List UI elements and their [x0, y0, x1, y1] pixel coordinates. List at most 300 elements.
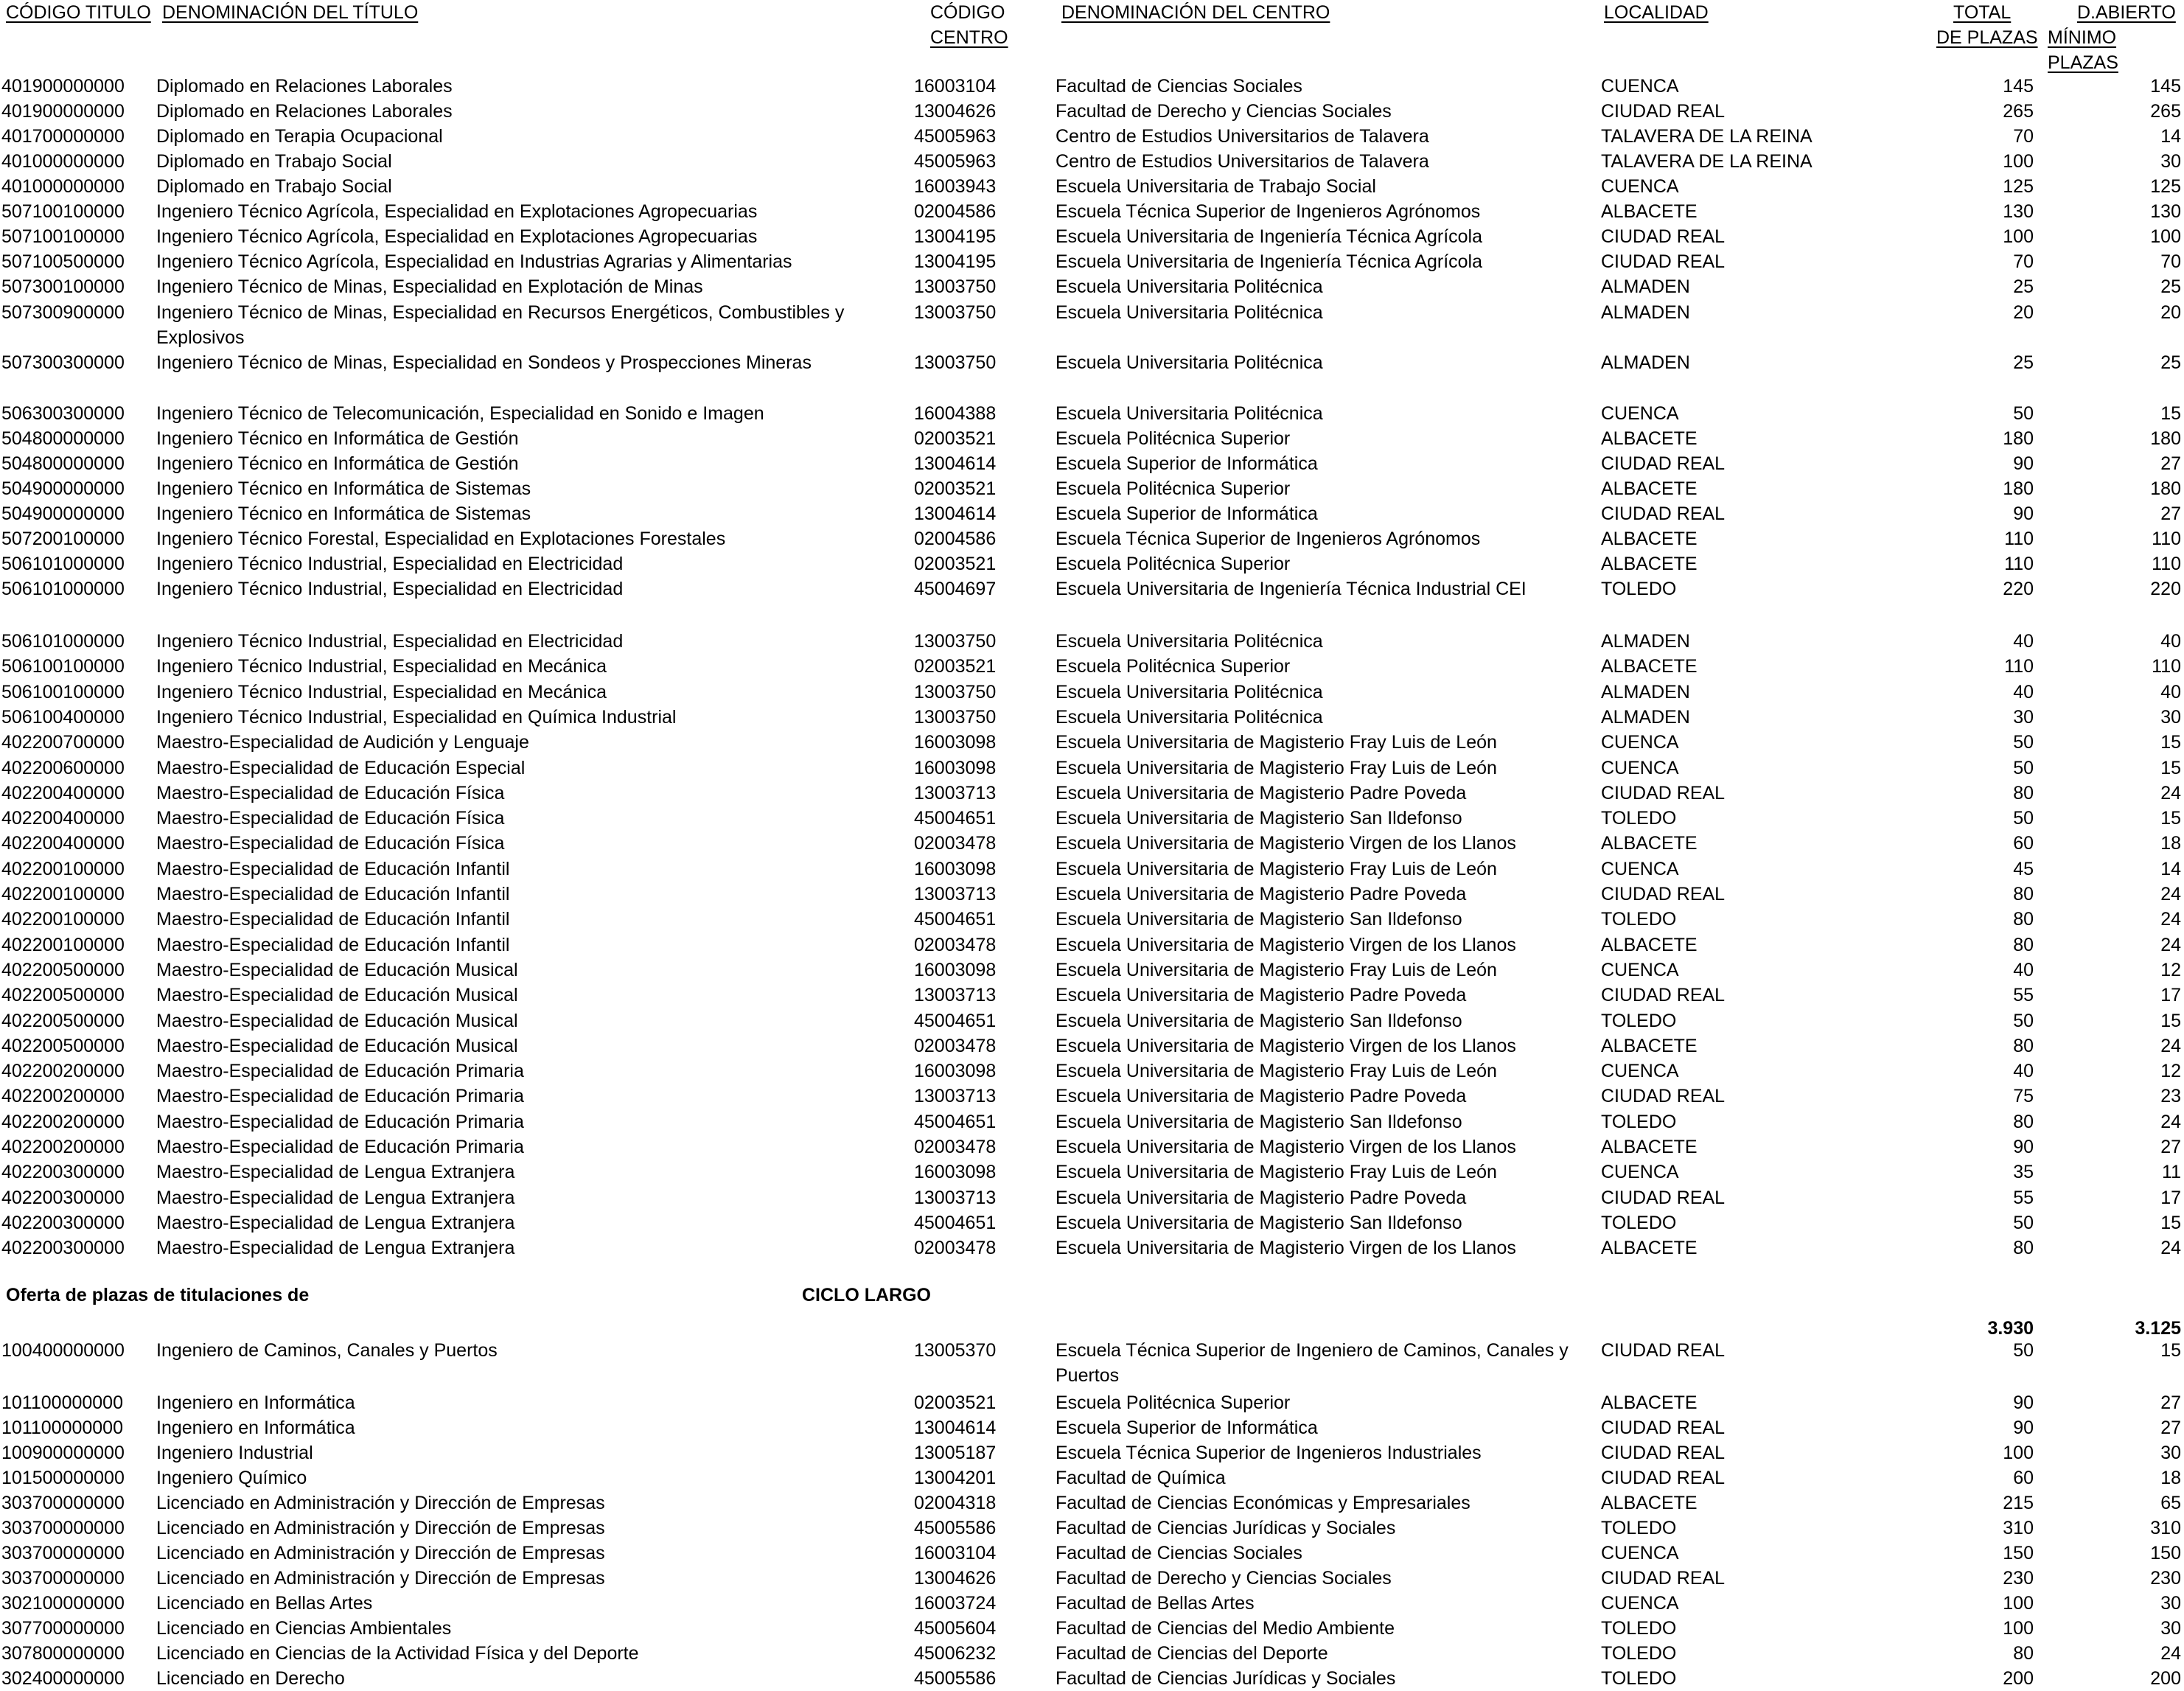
row-center: Escuela Universitaria de Magisterio San Ildefonso	[1056, 1010, 1462, 1031]
table-row	[0, 476, 2184, 501]
row-min: 30	[2160, 1593, 2181, 1614]
row-code: 402200600000	[1, 757, 125, 778]
row-total: 90	[2013, 1137, 2034, 1157]
row-center-code: 13003750	[914, 352, 997, 373]
row-center: Escuela Universitaria de Ingeniería Técnica Agrícola	[1056, 251, 1483, 272]
row-min: 12	[2160, 959, 2181, 980]
table-row	[0, 174, 2184, 199]
row-center-code: 16003098	[914, 858, 997, 879]
row-code: 504900000000	[1, 503, 125, 524]
row-code: 402200300000	[1, 1238, 125, 1259]
row-code: 303700000000	[1, 1543, 125, 1563]
row-title: Ingeniero Técnico de Minas, Especialidad en Explotación de Minas	[156, 276, 703, 297]
row-min: 110	[2152, 554, 2181, 574]
row-total: 100	[2003, 1443, 2034, 1463]
row-min: 24	[2160, 934, 2181, 955]
table-row	[0, 1134, 2184, 1160]
row-title: Ingeniero Técnico en Informática de Sistemas	[156, 503, 531, 524]
row-total: 25	[2013, 352, 2034, 373]
row-title: Ingeniero en Informática	[156, 1392, 355, 1413]
row-total: 90	[2013, 453, 2034, 474]
row-center-code: 13004614	[914, 453, 997, 474]
header-codigo-centro-2: CENTRO	[930, 27, 1008, 48]
row-title: Ingeniero de Caminos, Canales y Puertos	[156, 1340, 498, 1361]
row-city: ALBACETE	[1601, 1035, 1698, 1056]
table-row	[0, 680, 2184, 705]
row-center: Escuela Universitaria de Magisterio San Ildefonso	[1056, 808, 1462, 829]
row-center: Escuela Técnica Superior de Ingenieros Industriales	[1056, 1443, 1482, 1463]
row-code: 402200500000	[1, 985, 125, 1006]
row-center: Escuela Superior de Informática	[1056, 453, 1318, 474]
row-total: 265	[2003, 101, 2034, 122]
row-title: Ingeniero Industrial	[156, 1443, 313, 1463]
row-center: Escuela Universitaria de Magisterio Padre Poveda	[1056, 1086, 1467, 1107]
row-center-code: 02003521	[914, 554, 997, 574]
row-city: CIUDAD REAL	[1601, 884, 1726, 904]
header-denominacion-centro: DENOMINACIÓN DEL CENTRO	[1061, 2, 1330, 23]
row-center-code: 13003713	[914, 884, 997, 904]
row-title: Maestro-Especialidad de Educación Primaria	[156, 1061, 524, 1082]
row-code: 402200400000	[1, 833, 125, 854]
row-center: Escuela Universitaria de Magisterio Fray Luis de León	[1056, 732, 1497, 753]
section-cycle: CICLO LARGO	[802, 1285, 931, 1305]
table-row	[0, 124, 2184, 149]
row-code: 507100100000	[1, 226, 125, 247]
row-code: 506100400000	[1, 706, 125, 728]
row-code: 507300100000	[1, 276, 125, 297]
row-total: 50	[2013, 808, 2034, 829]
row-total: 20	[2013, 302, 2034, 323]
row-title: Maestro-Especialidad de Lengua Extranjera	[156, 1162, 515, 1183]
row-center-code: 02004318	[914, 1493, 997, 1513]
row-title: Ingeniero Técnico de Minas, Especialidad en Sondeos y Prospecciones Mineras	[156, 352, 812, 373]
row-total: 55	[2013, 985, 2034, 1006]
row-center-code: 16003098	[914, 757, 997, 778]
row-total: 80	[2013, 1035, 2034, 1056]
row-title: Maestro-Especialidad de Educación Primaria	[156, 1137, 524, 1157]
row-city: TOLEDO	[1601, 808, 1677, 829]
row-min: 110	[2152, 529, 2181, 549]
row-city: ALBACETE	[1601, 1392, 1698, 1413]
row-city: CIUDAD REAL	[1601, 1187, 1726, 1208]
row-center-code: 16003098	[914, 959, 997, 980]
table-row	[0, 654, 2184, 679]
row-total: 180	[2003, 428, 2034, 449]
table-row	[0, 1490, 2184, 1516]
row-min: 18	[2160, 1468, 2181, 1488]
row-center: Escuela Universitaria de Ingeniería Técnica Agrícola	[1056, 226, 1483, 247]
row-city: CUENCA	[1601, 76, 1679, 97]
row-total: 50	[2013, 732, 2034, 753]
row-min: 15	[2160, 808, 2181, 829]
table-row	[0, 1084, 2184, 1109]
row-center: Centro de Estudios Universitarios de Talavera	[1056, 151, 1429, 172]
row-title: Licenciado en Administración y Dirección de Empresas	[156, 1493, 605, 1513]
row-center: Escuela Universitaria de Magisterio Virgen de los Llanos	[1056, 1137, 1516, 1157]
row-total: 40	[2013, 631, 2034, 652]
row-code: 100400000000	[1, 1340, 125, 1361]
row-min: 30	[2160, 1443, 2181, 1463]
row-total: 100	[2003, 1618, 2034, 1639]
row-total: 90	[2013, 503, 2034, 524]
row-title: Ingeniero Técnico Industrial, Especialidad en Electricidad	[156, 631, 624, 652]
row-total: 50	[2013, 1212, 2034, 1233]
row-title: Maestro-Especialidad de Audición y Lenguaje	[156, 732, 529, 753]
row-title: Ingeniero Técnico Industrial, Especialidad en Mecánica	[156, 681, 607, 702]
row-city: CIUDAD REAL	[1601, 503, 1726, 524]
table-row	[0, 1235, 2184, 1261]
row-total: 90	[2013, 1418, 2034, 1438]
row-city: CIUDAD REAL	[1601, 1340, 1726, 1361]
row-total: 220	[2003, 579, 2034, 599]
row-city: ALBACETE	[1601, 478, 1698, 499]
table-row	[0, 401, 2184, 426]
row-title: Maestro-Especialidad de Educación Especial	[156, 757, 526, 778]
row-city: ALMADEN	[1601, 302, 1690, 323]
section-label: Oferta de plazas de titulaciones de	[6, 1285, 310, 1305]
row-min: 27	[2160, 453, 2181, 474]
row-city: ALBACETE	[1601, 934, 1698, 955]
row-min: 30	[2160, 1618, 2181, 1639]
table-row	[0, 99, 2184, 124]
row-center-code: 02003478	[914, 1238, 997, 1259]
row-total: 110	[2004, 529, 2034, 549]
row-total: 30	[2013, 706, 2034, 728]
row-city: CIUDAD REAL	[1601, 101, 1726, 122]
row-total: 110	[2004, 554, 2034, 574]
row-center: Escuela Universitaria de Magisterio Virgen de los Llanos	[1056, 1035, 1516, 1056]
row-code: 402200100000	[1, 858, 125, 879]
row-city: TOLEDO	[1601, 1668, 1677, 1689]
row-min: 150	[2150, 1543, 2181, 1563]
row-city: TOLEDO	[1601, 579, 1677, 599]
row-center-code: 02003521	[914, 1392, 997, 1413]
row-center-code: 02004586	[914, 201, 997, 222]
row-min: 27	[2160, 1418, 2181, 1438]
table-row	[0, 1465, 2184, 1490]
row-total: 25	[2013, 276, 2034, 297]
row-total: 60	[2013, 1468, 2034, 1488]
row-code: 402200200000	[1, 1086, 125, 1107]
row-center-code: 13004626	[914, 1568, 997, 1589]
row-min: 40	[2160, 631, 2181, 652]
row-total: 310	[2003, 1518, 2034, 1538]
row-min: 200	[2150, 1668, 2181, 1689]
table-row	[0, 1185, 2184, 1210]
row-center-code: 13004195	[914, 226, 997, 247]
row-code: 506101000000	[1, 579, 125, 599]
row-center-code: 45005963	[914, 126, 997, 147]
row-title: Maestro-Especialidad de Educación Musical	[156, 985, 518, 1006]
row-center: Escuela Técnica Superior de Ingeniero de Caminos, Canales y Puertos	[1056, 1340, 1569, 1386]
row-min: 25	[2160, 352, 2181, 373]
table-row	[0, 274, 2184, 299]
row-center-code: 16003098	[914, 732, 997, 753]
row-total: 145	[2003, 76, 2034, 97]
row-code: 507300900000	[1, 302, 125, 323]
row-center: Escuela Técnica Superior de Ingenieros Agrónomos	[1056, 201, 1481, 222]
row-center: Escuela Universitaria Politécnica	[1056, 276, 1323, 297]
row-center-code: 13003713	[914, 1187, 997, 1208]
row-center-code: 02003521	[914, 656, 997, 677]
row-min: 12	[2160, 1061, 2181, 1082]
row-city: CUENCA	[1601, 403, 1679, 424]
row-code: 402200400000	[1, 782, 125, 803]
row-code: 506100100000	[1, 656, 125, 677]
row-total: 100	[2003, 226, 2034, 247]
row-center: Escuela Universitaria de Ingeniería Técnica Industrial CEI	[1056, 579, 1527, 599]
row-title: Licenciado en Administración y Dirección de Empresas	[156, 1568, 605, 1589]
table-row	[0, 224, 2184, 249]
row-code: 401000000000	[1, 151, 125, 172]
row-center-code: 13004614	[914, 503, 997, 524]
row-code: 507100500000	[1, 251, 125, 272]
row-city: CIUDAD REAL	[1601, 1468, 1726, 1488]
table-row	[0, 1160, 2184, 1185]
row-title: Maestro-Especialidad de Educación Infantil	[156, 934, 510, 955]
row-center: Escuela Universitaria Politécnica	[1056, 631, 1323, 652]
table-row	[0, 756, 2184, 781]
row-min: 15	[2160, 1010, 2181, 1031]
row-city: ALMADEN	[1601, 631, 1690, 652]
row-min: 15	[2160, 1340, 2181, 1361]
row-title: Licenciado en Administración y Dirección de Empresas	[156, 1543, 605, 1563]
row-min: 110	[2152, 656, 2181, 677]
row-center-code: 16003724	[914, 1593, 997, 1614]
row-center: Escuela Politécnica Superior	[1056, 1392, 1291, 1413]
row-center-code: 45004651	[914, 1212, 997, 1233]
table-row	[0, 576, 2184, 602]
row-center: Escuela Universitaria Politécnica	[1056, 681, 1323, 702]
row-total: 80	[2013, 934, 2034, 955]
row-city: CIUDAD REAL	[1601, 1418, 1726, 1438]
row-min: 15	[2160, 757, 2181, 778]
row-city: CUENCA	[1601, 1061, 1679, 1082]
row-city: ALBACETE	[1601, 529, 1698, 549]
row-center-code: 45005586	[914, 1668, 997, 1689]
row-center: Escuela Politécnica Superior	[1056, 428, 1291, 449]
row-title: Diplomado en Relaciones Laborales	[156, 76, 453, 97]
row-center-code: 45006232	[914, 1643, 997, 1664]
row-total: 110	[2004, 656, 2034, 677]
row-city: CUENCA	[1601, 1593, 1679, 1614]
row-min: 100	[2150, 226, 2181, 247]
row-center: Escuela Universitaria de Magisterio Padre Poveda	[1056, 884, 1467, 904]
table-row	[0, 882, 2184, 907]
header-localidad: LOCALIDAD	[1604, 2, 1709, 23]
row-center-code: 45004697	[914, 579, 997, 599]
row-center: Escuela Universitaria de Magisterio Fray Luis de León	[1056, 858, 1497, 879]
row-min: 30	[2160, 706, 2181, 728]
table-row	[0, 350, 2184, 400]
row-center: Facultad de Ciencias Sociales	[1056, 1543, 1302, 1563]
row-title: Maestro-Especialidad de Lengua Extranjera	[156, 1238, 515, 1259]
row-min: 30	[2160, 151, 2181, 172]
row-title: Maestro-Especialidad de Educación Física	[156, 782, 505, 803]
row-city: ALBACETE	[1601, 833, 1698, 854]
row-code: 307700000000	[1, 1618, 125, 1639]
row-city: CIUDAD REAL	[1601, 1443, 1726, 1463]
row-total: 180	[2003, 478, 2034, 499]
row-min: 65	[2160, 1493, 2181, 1513]
table-row	[0, 1033, 2184, 1059]
row-city: ALBACETE	[1601, 1137, 1698, 1157]
table-row	[0, 629, 2184, 654]
row-title: Ingeniero Técnico Agrícola, Especialidad en Explotaciones Agropecuarias	[156, 201, 758, 222]
row-center: Escuela Universitaria de Magisterio Padre Poveda	[1056, 782, 1467, 803]
row-center: Escuela Universitaria de Trabajo Social	[1056, 176, 1376, 197]
row-title: Licenciado en Ciencias de la Actividad Física y del Deporte	[156, 1643, 639, 1664]
row-total: 80	[2013, 1111, 2034, 1132]
table-row	[0, 1415, 2184, 1440]
table-row	[0, 1109, 2184, 1134]
row-city: CIUDAD REAL	[1601, 1568, 1726, 1589]
row-total: 70	[2013, 251, 2034, 272]
table-row	[0, 451, 2184, 476]
row-min: 14	[2160, 858, 2181, 879]
row-min: 125	[2150, 176, 2181, 197]
row-city: ALMADEN	[1601, 681, 1690, 702]
row-total: 60	[2013, 833, 2034, 854]
row-min: 130	[2150, 201, 2181, 222]
table-row	[0, 1338, 2184, 1388]
row-city: CIUDAD REAL	[1601, 782, 1726, 803]
row-city: ALBACETE	[1601, 201, 1698, 222]
row-title: Ingeniero Químico	[156, 1468, 307, 1488]
row-center-code: 02003478	[914, 1137, 997, 1157]
total-minimo: 3.125	[2135, 1318, 2181, 1339]
row-center-code: 13004195	[914, 251, 997, 272]
row-min: 25	[2160, 276, 2181, 297]
row-center: Escuela Universitaria Politécnica	[1056, 706, 1323, 728]
row-min: 11	[2162, 1162, 2181, 1183]
row-min: 230	[2150, 1568, 2181, 1589]
row-center-code: 45005604	[914, 1618, 997, 1639]
row-title: Diplomado en Terapia Ocupacional	[156, 126, 443, 147]
row-city: TOLEDO	[1601, 1111, 1677, 1132]
row-code: 507300300000	[1, 352, 125, 373]
row-total: 45	[2013, 858, 2034, 879]
row-code: 402200100000	[1, 934, 125, 955]
row-city: ALMADEN	[1601, 352, 1690, 373]
row-center: Escuela Superior de Informática	[1056, 503, 1318, 524]
row-total: 40	[2013, 959, 2034, 980]
row-center: Facultad de Ciencias Jurídicas y Sociales	[1056, 1518, 1396, 1538]
row-min: 20	[2160, 302, 2181, 323]
row-center: Facultad de Ciencias del Deporte	[1056, 1643, 1328, 1664]
row-min: 24	[2160, 1238, 2181, 1259]
row-city: CIUDAD REAL	[1601, 226, 1726, 247]
row-title: Licenciado en Bellas Artes	[156, 1593, 373, 1614]
row-center-code: 16003104	[914, 1543, 997, 1563]
table-row	[0, 526, 2184, 551]
row-city: TOLEDO	[1601, 1212, 1677, 1233]
row-code: 303700000000	[1, 1518, 125, 1538]
row-city: CIUDAD REAL	[1601, 251, 1726, 272]
row-city: TALAVERA DE LA REINA	[1601, 151, 1813, 172]
row-center: Escuela Universitaria de Magisterio Virgen de los Llanos	[1056, 1238, 1516, 1259]
row-city: CUENCA	[1601, 959, 1679, 980]
row-total: 55	[2013, 1187, 2034, 1208]
table-row	[0, 705, 2184, 730]
table-row	[0, 1059, 2184, 1084]
row-center: Escuela Universitaria de Magisterio Padre Poveda	[1056, 985, 1467, 1006]
row-city: TOLEDO	[1601, 1618, 1677, 1639]
row-total: 215	[2003, 1493, 2034, 1513]
row-min: 18	[2160, 833, 2181, 854]
row-code: 302400000000	[1, 1668, 125, 1689]
row-title: Maestro-Especialidad de Educación Musical	[156, 1035, 518, 1056]
row-center: Escuela Universitaria de Magisterio Fray Luis de León	[1056, 1061, 1497, 1082]
row-total: 75	[2013, 1086, 2034, 1107]
row-title: Licenciado en Derecho	[156, 1668, 345, 1689]
row-code: 402200500000	[1, 959, 125, 980]
row-center-code: 13003750	[914, 706, 997, 728]
row-total: 125	[2003, 176, 2034, 197]
row-code: 402200100000	[1, 909, 125, 930]
row-min: 17	[2160, 1187, 2181, 1208]
row-center-code: 13003713	[914, 782, 997, 803]
row-title: Ingeniero Técnico Industrial, Especialidad en Electricidad	[156, 579, 624, 599]
row-center: Escuela Técnica Superior de Ingenieros Agrónomos	[1056, 529, 1481, 549]
row-title: Maestro-Especialidad de Educación Infantil	[156, 884, 510, 904]
row-code: 303700000000	[1, 1493, 125, 1513]
table-row	[0, 149, 2184, 174]
table-row	[0, 551, 2184, 576]
row-center: Escuela Universitaria de Magisterio San Ildefonso	[1056, 1212, 1462, 1233]
row-code: 402200300000	[1, 1187, 125, 1208]
row-center: Escuela Universitaria de Magisterio San Ildefonso	[1056, 909, 1462, 930]
row-center-code: 13003713	[914, 1086, 997, 1107]
table-row	[0, 1008, 2184, 1033]
row-title: Maestro-Especialidad de Educación Física	[156, 808, 505, 829]
row-code: 100900000000	[1, 1443, 125, 1463]
table-row	[0, 300, 2184, 350]
row-min: 310	[2150, 1518, 2181, 1538]
row-center-code: 13004614	[914, 1418, 997, 1438]
table-row	[0, 1440, 2184, 1465]
table-row	[0, 1390, 2184, 1415]
row-code: 504800000000	[1, 428, 125, 449]
row-city: TOLEDO	[1601, 909, 1677, 930]
table-row	[0, 781, 2184, 806]
row-center: Escuela Universitaria Politécnica	[1056, 403, 1323, 424]
row-center-code: 45004651	[914, 808, 997, 829]
row-code: 302100000000	[1, 1593, 125, 1614]
table-row	[0, 426, 2184, 451]
row-center: Escuela Universitaria de Magisterio San Ildefonso	[1056, 1111, 1462, 1132]
row-title: Ingeniero Técnico de Minas, Especialidad en Recursos Energéticos, Combustibles y Explosivos	[156, 302, 845, 348]
row-total: 200	[2003, 1668, 2034, 1689]
row-min: 17	[2160, 985, 2181, 1006]
row-center: Escuela Universitaria de Magisterio Fray Luis de León	[1056, 959, 1497, 980]
table-row	[0, 1516, 2184, 1541]
row-center-code: 02004586	[914, 529, 997, 549]
row-center: Facultad de Derecho y Ciencias Sociales	[1056, 101, 1392, 122]
table-row	[0, 806, 2184, 831]
table-row	[0, 1591, 2184, 1616]
table-row	[0, 249, 2184, 274]
row-center: Facultad de Derecho y Ciencias Sociales	[1056, 1568, 1392, 1589]
row-city: CUENCA	[1601, 858, 1679, 879]
row-city: CUENCA	[1601, 1543, 1679, 1563]
row-center: Escuela Universitaria de Magisterio Fray Luis de León	[1056, 757, 1497, 778]
row-total: 150	[2003, 1543, 2034, 1563]
row-center-code: 02003478	[914, 934, 997, 955]
row-total: 50	[2013, 1340, 2034, 1361]
row-code: 402200400000	[1, 808, 125, 829]
row-total: 50	[2013, 1010, 2034, 1031]
